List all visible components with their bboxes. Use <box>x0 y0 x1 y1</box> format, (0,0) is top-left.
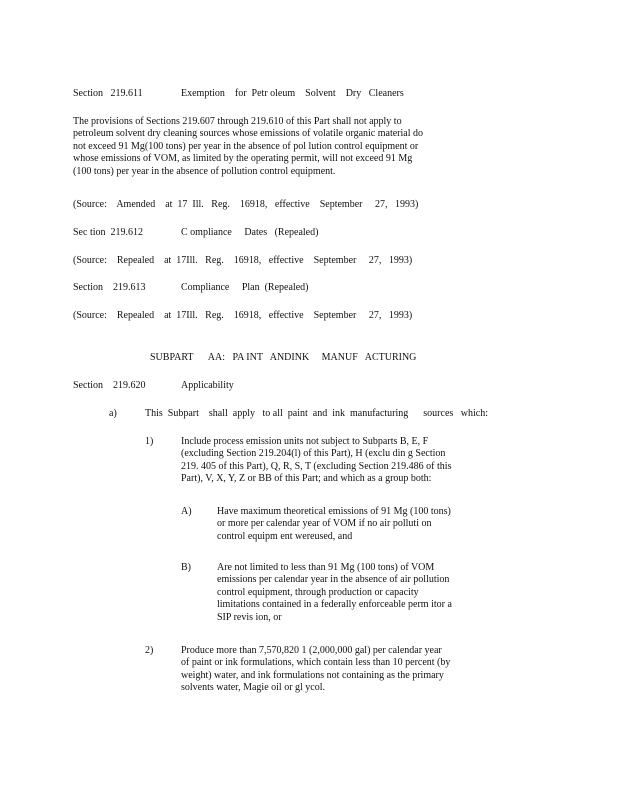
source-note-219-613: (Source: Repealed at 17Ill. Reg. 16918, effective September 27, 1993) <box>73 310 413 321</box>
item-label-1: 1) <box>145 436 154 447</box>
section-title-219-612: C ompliance Dates (Repealed) <box>181 227 319 238</box>
item-label-2: 2) <box>145 645 154 656</box>
item-A-text: Have maximum theoretical emissions of 91 Mg (100 tons) or more per calendar year of VOM if no air polluti on control equipm ent wereused, and <box>217 506 451 542</box>
item-1-text: Include process emission units not subject to Subparts B, E, F (excluding Section 219.204(l) of this Part), H (exclu din g Section 219. 405 of this Part), Q, R, S, T (excluding Section 219.486 of this Part), V, X, Y, Z or BB of this Part; and which as a group both: <box>181 436 452 485</box>
section-number-219-611: Section 219.611 <box>73 88 143 99</box>
item-B-text: Are not limited to less than 91 Mg (100 tons) of VOM emissions per calendar year in the absence of air pollution control equipment, through production or capacity limitations contained in a federally enforceable perm itor a SIP revis ion, or <box>217 562 452 623</box>
item-label-B: B) <box>181 562 191 573</box>
section-219-611-body: The provisions of Sections 219.607 through 219.610 of this Part shall not apply to petroleum solvent dry cleaning sources whose emissions of volatile organic material do not exceed 91 Mg(100 tons) per year in the absence of pol lution control equipment or whose emissions of VOM, as limited by the operating permit, will not exceed 91 Mg (100 tons) per year in the absence of pollution control equipment. <box>73 116 424 177</box>
subpart-heading: SUBPART AA: PA INT ANDINK MANUF ACTURING <box>150 352 417 363</box>
section-title-219-611: Exemption for Petr oleum Solvent Dry Cleaners <box>181 88 404 99</box>
source-note-219-611: (Source: Amended at 17 Ill. Reg. 16918, effective September 27, 1993) <box>73 199 419 210</box>
paragraph-label-a: a) <box>109 408 117 419</box>
section-title-219-620: Applicability <box>181 380 234 391</box>
section-title-219-613: Compliance Plan (Repealed) <box>181 282 309 293</box>
paragraph-a-text: This Subpart shall apply to all paint and ink manufacturing sources which: <box>145 408 488 419</box>
source-note-219-612: (Source: Repealed at 17Ill. Reg. 16918, effective September 27, 1993) <box>73 255 413 266</box>
item-label-A: A) <box>181 506 192 517</box>
section-number-219-613: Section 219.613 <box>73 282 146 293</box>
section-number-219-612: Sec tion 219.612 <box>73 227 143 238</box>
item-2-text: Produce more than 7,570,820 1 (2,000,000 gal) per calendar year of paint or ink formulations, which contain less than 10 percent (by weight) water, and ink formulations not containing as the primary solvents water, Magie oil or gl ycol. <box>181 645 451 694</box>
section-number-219-620: Section 219.620 <box>73 380 146 391</box>
